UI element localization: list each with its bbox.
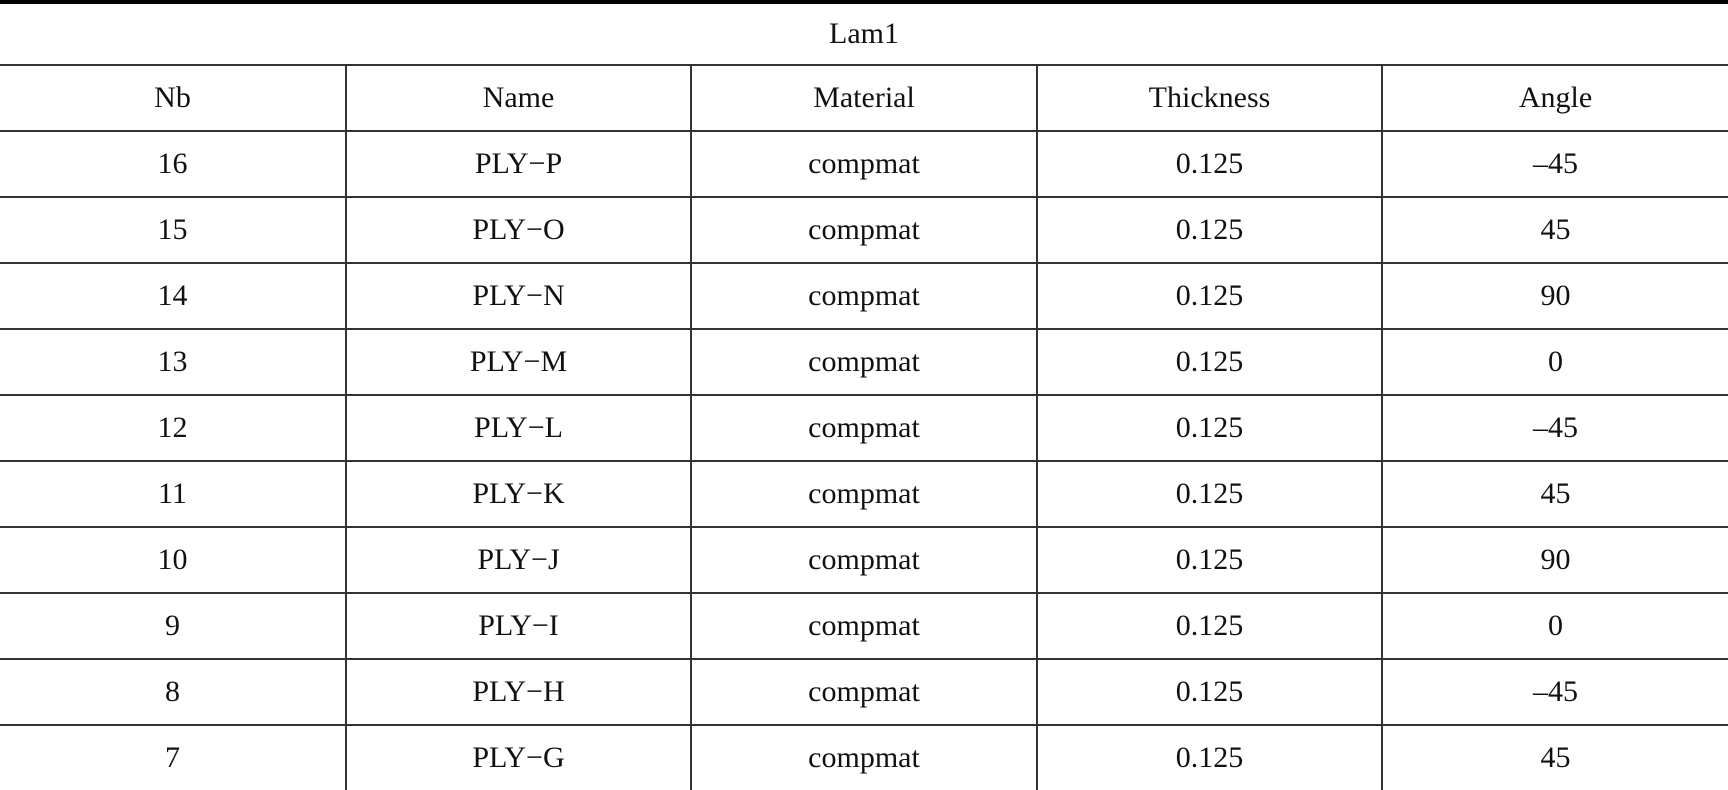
thickness-cell: 0.125 (1037, 461, 1382, 527)
angle-cell: 90 (1382, 263, 1728, 329)
name-cell: PLY−J (346, 527, 691, 593)
angle-cell: 45 (1382, 725, 1728, 790)
nb-cell: 14 (0, 263, 346, 329)
table-row (0, 593, 1728, 659)
column-header-name: Name (346, 65, 691, 131)
table-row (0, 659, 1728, 725)
nb-cell: 8 (0, 659, 346, 725)
table-header-row (0, 65, 1728, 131)
column-header-nb: Nb (0, 65, 346, 131)
angle-cell: 0 (1382, 593, 1728, 659)
nb-cell: 12 (0, 395, 346, 461)
table-row (0, 197, 1728, 263)
name-cell: PLY−M (346, 329, 691, 395)
thickness-cell: 0.125 (1037, 131, 1382, 197)
table-row (0, 329, 1728, 395)
table-row (0, 461, 1728, 527)
table-row (0, 725, 1728, 790)
column-header-material: Material (691, 65, 1037, 131)
angle-cell: –45 (1382, 659, 1728, 725)
thickness-cell: 0.125 (1037, 329, 1382, 395)
angle-cell: 90 (1382, 527, 1728, 593)
thickness-cell: 0.125 (1037, 263, 1382, 329)
angle-cell: –45 (1382, 395, 1728, 461)
name-cell: PLY−L (346, 395, 691, 461)
thickness-cell: 0.125 (1037, 197, 1382, 263)
nb-cell: 16 (0, 131, 346, 197)
table-body (0, 131, 1728, 790)
material-cell: compmat (691, 395, 1037, 461)
name-cell: PLY−H (346, 659, 691, 725)
nb-cell: 11 (0, 461, 346, 527)
name-cell: PLY−O (346, 197, 691, 263)
thickness-cell: 0.125 (1037, 527, 1382, 593)
thickness-cell: 0.125 (1037, 659, 1382, 725)
material-cell: compmat (691, 263, 1037, 329)
material-cell: compmat (691, 329, 1037, 395)
table-row (0, 263, 1728, 329)
angle-cell: 45 (1382, 197, 1728, 263)
table-title-row (0, 4, 1728, 65)
material-cell: compmat (691, 197, 1037, 263)
table-title: Lam1 (0, 4, 1728, 65)
material-cell: compmat (691, 659, 1037, 725)
nb-cell: 13 (0, 329, 346, 395)
nb-cell: 7 (165, 741, 180, 774)
material-cell: compmat (691, 131, 1037, 197)
name-cell: PLY−G (346, 725, 691, 790)
material-cell: compmat (691, 527, 1037, 593)
material-cell: compmat (691, 593, 1037, 659)
name-cell: PLY−K (346, 461, 691, 527)
nb-cell: 10 (0, 527, 346, 593)
angle-cell: 45 (1382, 461, 1728, 527)
thickness-cell: 0.125 (1037, 395, 1382, 461)
thickness-cell: 0.125 (1037, 593, 1382, 659)
column-header-angle: Angle (1382, 65, 1728, 131)
laminate-table (0, 4, 1728, 790)
thickness-cell: 0.125 (1037, 725, 1382, 790)
angle-cell: –45 (1382, 131, 1728, 197)
nb-cell: 15 (0, 197, 346, 263)
name-cell: PLY−N (346, 263, 691, 329)
name-cell: PLY−P (346, 131, 691, 197)
column-header-thickness: Thickness (1037, 65, 1382, 131)
material-cell: compmat (691, 725, 1037, 790)
angle-cell: 0 (1382, 329, 1728, 395)
table-row (0, 395, 1728, 461)
name-cell: PLY−I (346, 593, 691, 659)
table-row (0, 131, 1728, 197)
nb-cell: 9 (0, 593, 346, 659)
material-cell: compmat (691, 461, 1037, 527)
table-row (0, 527, 1728, 593)
